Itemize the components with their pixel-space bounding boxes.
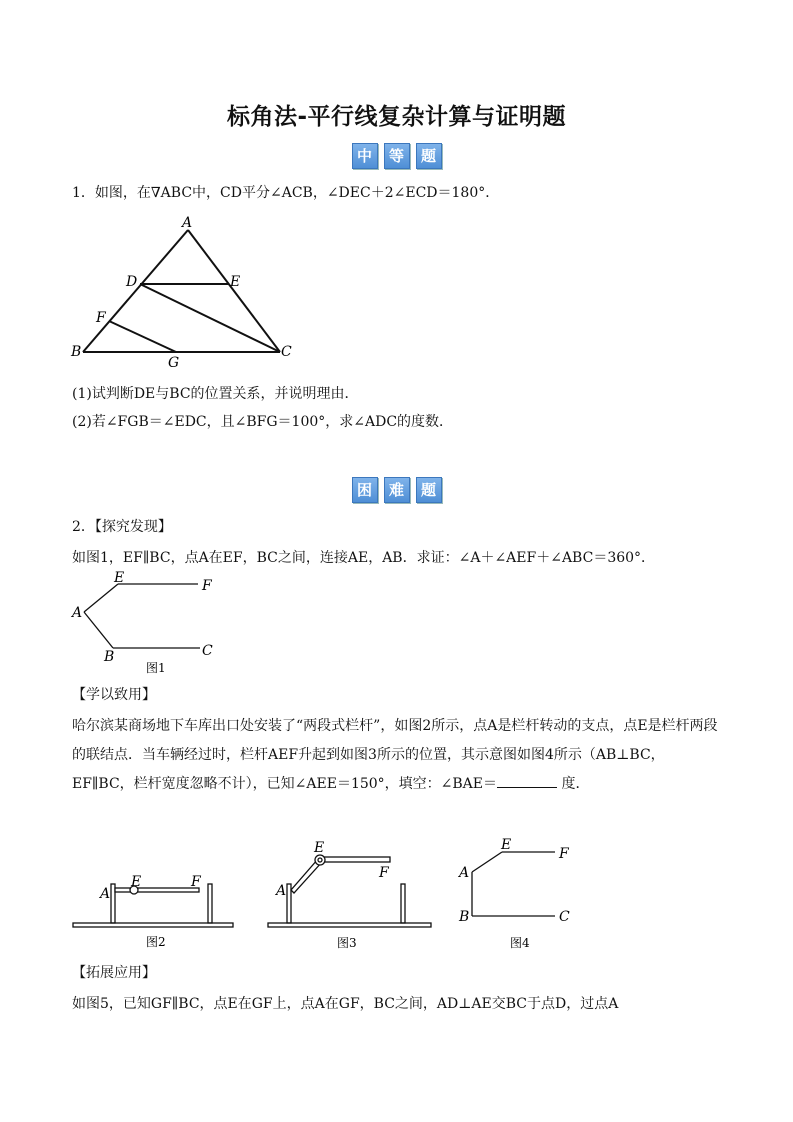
question-2-heading: 2．【探究发现】 <box>72 519 172 535</box>
label-e: E <box>501 837 512 853</box>
post-right <box>401 884 405 923</box>
badge-char: 题 <box>416 477 442 503</box>
badge-char: 难 <box>384 477 410 503</box>
badge-char: 中 <box>352 143 378 169</box>
extend-heading: 【拓展应用】 <box>72 965 156 981</box>
label-f: F <box>379 865 389 881</box>
joint-e <box>315 855 325 865</box>
question-2-stem: 如图1，EF∥BC，点A在EF，BC之间，连接AE，AB．求证：∠A＋∠AEF＋∠ABC＝360°． <box>72 550 656 566</box>
label-a: A <box>182 215 193 231</box>
figure-1-caption: 图1 <box>146 661 166 675</box>
page-title: 标角法-平行线复杂计算与证明题 <box>226 104 567 130</box>
extend-text: 如图5，已知GF∥BC，点E在GF上，点A在GF，BC之间，AD⊥AE交BC于点D，过点A <box>72 996 619 1012</box>
line-ea <box>84 584 118 612</box>
apply-body: 哈尔滨某商场地下车库出口处安装了“两段式栏杆”，如图2所示，点A是栏杆转动的支点，点E是栏杆两段的联结点．当车辆经过时，栏杆AEF升起到如图3所示的位置，其示意图如图4所示（AB⊥BC，EF∥BC，栏杆宽度忽略不计），已知∠AEE＝150°，填空：∠BAE＝ <box>72 718 718 792</box>
figure-2-caption: 图2 <box>146 935 166 949</box>
label-c: C <box>281 344 292 360</box>
label-a: A <box>276 883 287 899</box>
question-1-part-1: (1)试判断DE与BC的位置关系，并说明理由． <box>72 386 359 402</box>
label-d: D <box>126 274 138 290</box>
answer-blank[interactable] <box>497 773 557 788</box>
figure-3 <box>265 840 435 952</box>
figure-3-caption: 图3 <box>337 936 357 950</box>
badge-char: 题 <box>416 143 442 169</box>
label-a: A <box>459 865 470 881</box>
badge-char: 等 <box>384 143 410 169</box>
ground <box>268 923 431 927</box>
badge-char: 困 <box>352 477 378 503</box>
figure-1 <box>68 570 228 678</box>
question-1-part-2: (2)若∠FGB＝∠EDC，且∠BFG＝100°，求∠ADC的度数． <box>72 414 454 430</box>
label-f: F <box>202 578 212 594</box>
apply-tail: 度． <box>561 776 590 792</box>
question-1-stem: 1．如图，在∇ABC中，CD平分∠ACB，∠DEC＋2∠ECD＝180°． <box>72 185 500 201</box>
segment-dc <box>140 284 280 352</box>
apply-heading: 【学以致用】 <box>72 687 156 703</box>
label-e: E <box>314 840 325 856</box>
side-ac <box>188 230 280 352</box>
label-e: E <box>230 274 241 290</box>
label-c: C <box>559 909 570 925</box>
label-b: B <box>71 344 82 360</box>
figure-4 <box>455 836 585 952</box>
difficulty-badge-hard <box>0 477 793 503</box>
label-a: A <box>100 886 111 902</box>
label-a: A <box>72 605 83 621</box>
segment-fg <box>109 321 176 352</box>
post-right <box>208 884 212 923</box>
apply-text <box>72 712 722 799</box>
barrier-arm <box>115 888 199 892</box>
label-f: F <box>559 846 569 862</box>
label-e: E <box>114 570 125 586</box>
label-b: B <box>104 649 115 665</box>
label-e: E <box>131 874 142 890</box>
difficulty-badge-medium <box>0 143 793 169</box>
line-ae <box>472 852 502 872</box>
question-1-figure <box>68 210 308 372</box>
figure-4-caption: 图4 <box>510 936 530 950</box>
figure-2 <box>70 868 236 952</box>
label-b: B <box>459 909 470 925</box>
label-f: F <box>96 310 106 326</box>
label-g: G <box>168 355 180 371</box>
label-c: C <box>202 643 213 659</box>
line-ab <box>84 612 113 648</box>
label-f: F <box>191 874 201 890</box>
barrier-upper <box>320 857 390 862</box>
